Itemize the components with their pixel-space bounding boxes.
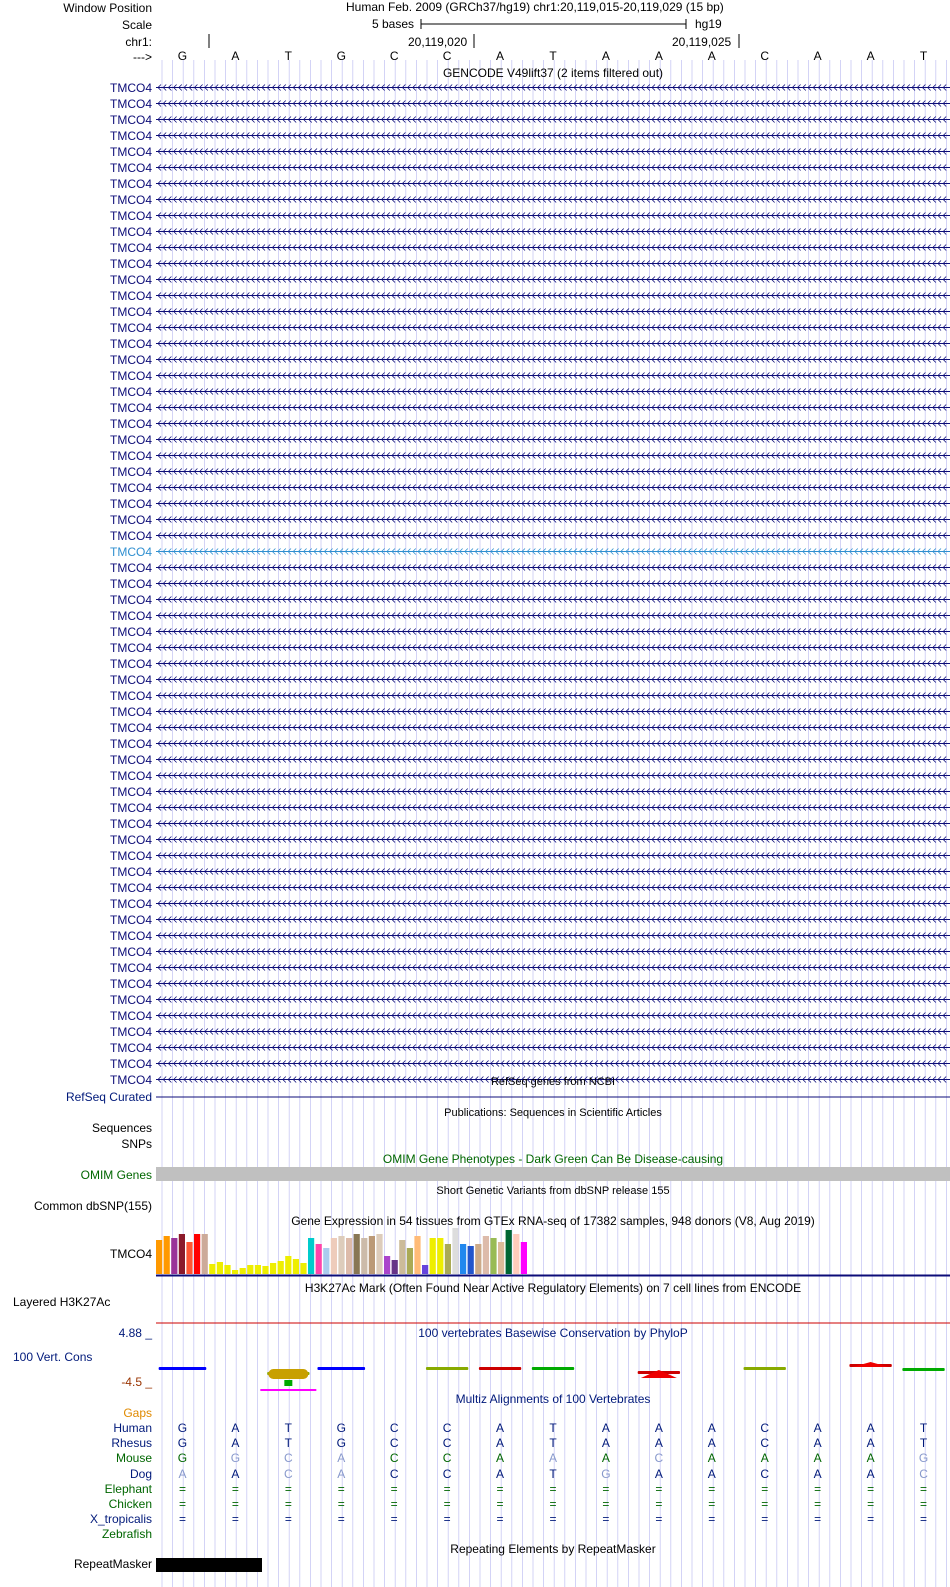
multiz-base: A xyxy=(866,1466,875,1481)
phylop-score-mark xyxy=(902,1368,944,1371)
gencode-gene-label[interactable]: TMCO4 xyxy=(110,176,152,191)
multiz-species-label[interactable]: Mouse xyxy=(115,1451,152,1466)
multiz-base: A xyxy=(178,1466,187,1481)
phylop-score-mark xyxy=(479,1367,521,1370)
gtex-bar xyxy=(430,1238,436,1274)
multiz-base: = xyxy=(284,1512,292,1527)
ruler-base: C xyxy=(389,49,399,63)
multiz-base: C xyxy=(442,1421,452,1435)
multiz-base: = xyxy=(655,1497,663,1511)
repeatmasker-track-title[interactable]: Repeating Elements by RepeatMasker xyxy=(450,1542,656,1556)
multiz-base: C xyxy=(389,1421,399,1435)
gencode-gene-label[interactable]: TMCO4 xyxy=(110,400,152,415)
gtex-bar xyxy=(171,1238,177,1274)
multiz-base: = xyxy=(814,1497,822,1511)
multiz-base: A xyxy=(654,1466,663,1481)
multiz-base: A xyxy=(813,1451,822,1466)
multiz-base: = xyxy=(867,1481,875,1496)
multiz-base: = xyxy=(337,1512,345,1527)
phylop-track-title[interactable]: 100 vertebrates Basewise Conservation by PhyloP xyxy=(418,1326,688,1340)
gencode-gene-label[interactable]: TMCO4 xyxy=(110,128,152,143)
gencode-gene-label[interactable]: TMCO4 xyxy=(110,576,152,591)
multiz-base: = xyxy=(867,1497,875,1511)
phylop-score-mark xyxy=(268,1369,308,1379)
multiz-species-label[interactable]: Human xyxy=(113,1421,152,1435)
gtex-bar xyxy=(270,1263,276,1274)
gtex-bar xyxy=(293,1259,299,1274)
phylop-score-mark xyxy=(260,1389,316,1391)
repeatmasker-element-block xyxy=(156,1558,262,1572)
multiz-base: C xyxy=(760,1466,770,1481)
gencode-gene-label[interactable]: TMCO4 xyxy=(110,256,152,271)
multiz-base: T xyxy=(549,1421,557,1435)
gtex-bar xyxy=(278,1261,284,1274)
gencode-track-title[interactable]: GENCODE V49lift37 (2 items filtered out) xyxy=(442,66,664,80)
gtex-bar xyxy=(224,1265,230,1274)
gencode-gene-label[interactable]: TMCO4 xyxy=(110,816,152,831)
multiz-base: = xyxy=(814,1481,822,1496)
multiz-base: G xyxy=(336,1421,346,1435)
gtex-bar xyxy=(452,1228,458,1274)
multiz-base: = xyxy=(602,1481,610,1496)
multiz-base: = xyxy=(761,1497,769,1511)
assembly-position-text: Human Feb. 2009 (GRCh37/hg19) chr1:20,119,015-20,119,029 (15 bp) xyxy=(346,0,724,14)
gencode-gene-label[interactable]: TMCO4 xyxy=(110,1008,152,1023)
gencode-gene-label[interactable]: TMCO4 xyxy=(110,704,152,719)
multiz-base: A xyxy=(707,1421,716,1435)
multiz-base: = xyxy=(920,1481,928,1496)
multiz-base: = xyxy=(496,1497,504,1511)
multiz-base: A xyxy=(654,1436,663,1451)
gencode-gene-label[interactable]: TMCO4 xyxy=(110,944,152,959)
strand-label: ---> xyxy=(133,50,152,64)
multiz-base: A xyxy=(231,1436,240,1451)
gencode-gene-label[interactable]: TMCO4 xyxy=(110,800,152,815)
window-position-label: Window Position xyxy=(63,1,152,15)
gencode-gene-label[interactable]: TMCO4 xyxy=(110,928,152,943)
gtex-bar xyxy=(399,1240,405,1274)
ruler-base: T xyxy=(284,49,292,63)
gtex-bar xyxy=(217,1262,223,1274)
gtex-bar xyxy=(285,1256,291,1274)
multiz-base: = xyxy=(390,1481,398,1496)
multiz-track-title[interactable]: Multiz Alignments of 100 Vertebrates xyxy=(455,1392,651,1406)
gtex-bar xyxy=(392,1260,398,1274)
gencode-gene-label[interactable]: TMCO4 xyxy=(110,336,152,351)
multiz-base: A xyxy=(866,1421,875,1435)
multiz-base: = xyxy=(708,1512,716,1527)
multiz-species-label[interactable]: Zebrafish xyxy=(101,1527,152,1542)
dbsnp-track-label[interactable]: Common dbSNP(155) xyxy=(33,1199,152,1213)
multiz-base: A xyxy=(548,1451,558,1466)
multiz-base: A xyxy=(337,1451,346,1466)
ruler-base: A xyxy=(866,49,875,63)
gtex-bar xyxy=(407,1248,413,1274)
gencode-gene-label[interactable]: TMCO4 xyxy=(110,752,152,767)
gencode-gene-label[interactable]: TMCO4 xyxy=(110,768,152,783)
multiz-base: G xyxy=(336,1436,346,1451)
gencode-gene-label[interactable]: TMCO4 xyxy=(110,736,152,751)
gtex-bar xyxy=(194,1234,200,1274)
gencode-gene-label[interactable]: TMCO4 xyxy=(110,512,152,527)
multiz-base: = xyxy=(390,1512,398,1527)
multiz-base: = xyxy=(178,1497,186,1511)
refseq-track-label[interactable]: RefSeq Curated xyxy=(65,1090,152,1104)
multiz-base: C xyxy=(389,1466,399,1481)
multiz-base: C xyxy=(442,1436,452,1451)
phylop-max-label: 4.88 _ xyxy=(118,1326,152,1340)
multiz-base: = xyxy=(920,1512,928,1527)
gencode-gene-label[interactable]: TMCO4 xyxy=(110,144,152,159)
gtex-track-title[interactable]: Gene Expression in 54 tissues from GTEx RNA-seq of 17382 samples, 948 donors (V8, Aug 2019) xyxy=(291,1214,815,1228)
gtex-bar xyxy=(179,1234,185,1274)
gencode-gene-label[interactable]: TMCO4 xyxy=(110,592,152,607)
phylop-score-mark xyxy=(532,1367,574,1370)
multiz-base: T xyxy=(919,1436,928,1451)
gtex-bar xyxy=(247,1265,253,1274)
multiz-base: A xyxy=(231,1421,240,1435)
gencode-gene-label[interactable]: TMCO4 xyxy=(110,80,152,95)
gtex-bar xyxy=(255,1265,261,1274)
multiz-base: A xyxy=(654,1421,663,1435)
multiz-base: A xyxy=(866,1436,875,1451)
gtex-bar xyxy=(300,1263,306,1274)
gtex-bar xyxy=(468,1246,474,1274)
multiz-species-label[interactable]: Elephant xyxy=(104,1481,152,1496)
phylop-score-mark xyxy=(317,1367,365,1370)
phylop-score-mark xyxy=(426,1367,468,1370)
gencode-gene-label[interactable]: TMCO4 xyxy=(110,1040,152,1055)
gencode-gene-label[interactable]: TMCO4 xyxy=(110,160,152,175)
multiz-base: C xyxy=(283,1451,293,1466)
gtex-bar xyxy=(475,1244,481,1274)
gtex-bar xyxy=(369,1236,375,1274)
gtex-bar xyxy=(164,1236,170,1274)
multiz-base: = xyxy=(814,1512,822,1527)
multiz-base: = xyxy=(231,1512,239,1527)
gtex-bar xyxy=(506,1230,512,1274)
multiz-base: G xyxy=(177,1451,188,1466)
multiz-base: = xyxy=(443,1512,451,1527)
gencode-gene-label[interactable]: TMCO4 xyxy=(110,448,152,463)
gtex-bar xyxy=(354,1234,360,1274)
dbsnp-track-title[interactable]: Short Genetic Variants from dbSNP release 155 xyxy=(436,1185,670,1197)
gencode-gene-label[interactable]: TMCO4 xyxy=(110,208,152,223)
multiz-base: = xyxy=(655,1512,663,1527)
position-tick-2: 20,119,025 xyxy=(672,35,732,49)
gencode-gene-label[interactable]: TMCO4 xyxy=(110,416,152,431)
multiz-base: A xyxy=(760,1451,769,1466)
gencode-gene-label[interactable]: TMCO4 xyxy=(110,560,152,575)
gtex-bar xyxy=(186,1242,192,1274)
gencode-gene-label[interactable]: TMCO4 xyxy=(110,288,152,303)
gencode-gene-label[interactable]: TMCO4 xyxy=(110,320,152,335)
multiz-base: C xyxy=(283,1466,293,1481)
gencode-gene-label[interactable]: TMCO4 xyxy=(110,656,152,671)
gencode-gene-label[interactable]: TMCO4 xyxy=(110,912,152,927)
ruler-base: A xyxy=(496,49,505,63)
multiz-base: C xyxy=(389,1436,399,1451)
multiz-species-label[interactable]: Rhesus xyxy=(111,1436,152,1451)
gencode-gene-label[interactable]: TMCO4 xyxy=(110,384,152,399)
multiz-base: = xyxy=(708,1497,716,1511)
multiz-base: T xyxy=(284,1421,292,1435)
gencode-gene-label[interactable]: TMCO4 xyxy=(110,848,152,863)
multiz-base: A xyxy=(813,1421,822,1435)
scale-db-text: hg19 xyxy=(695,17,722,31)
ruler-base: T xyxy=(549,49,557,63)
multiz-species-label[interactable]: X_tropicalis xyxy=(89,1512,152,1527)
phylop-score-mark xyxy=(744,1367,786,1370)
publications-snps-label[interactable]: SNPs xyxy=(121,1137,152,1151)
gencode-gene-label[interactable]: TMCO4 xyxy=(110,880,152,895)
multiz-base: = xyxy=(337,1497,345,1511)
gencode-gene-label[interactable]: TMCO4 xyxy=(110,640,152,655)
multiz-base: = xyxy=(231,1497,239,1511)
multiz-base: A xyxy=(707,1451,716,1466)
gencode-gene-label[interactable]: TMCO4 xyxy=(110,624,152,639)
multiz-base: = xyxy=(443,1481,451,1496)
multiz-base: C xyxy=(442,1451,452,1466)
gencode-gene-label[interactable]: TMCO4 xyxy=(110,480,152,495)
gtex-bar xyxy=(156,1240,162,1274)
gencode-gene-label[interactable]: TMCO4 xyxy=(110,304,152,319)
gtex-bar xyxy=(521,1242,527,1274)
scale-label: Scale xyxy=(121,18,152,32)
multiz-base: = xyxy=(284,1497,292,1511)
h3k27ac-track-label[interactable]: Layered H3K27Ac xyxy=(13,1295,111,1309)
publications-track-title[interactable]: Publications: Sequences in Scientific Articles xyxy=(444,1107,662,1119)
multiz-base: = xyxy=(867,1512,875,1527)
multiz-base: = xyxy=(920,1497,928,1511)
multiz-base: C xyxy=(919,1466,928,1481)
multiz-base: = xyxy=(602,1512,610,1527)
gtex-bar xyxy=(414,1236,420,1274)
gencode-gene-label[interactable]: TMCO4 xyxy=(110,720,152,735)
multiz-base: T xyxy=(549,1466,557,1481)
gencode-gene-label[interactable]: TMCO4 xyxy=(110,544,152,559)
gtex-bar xyxy=(202,1234,208,1274)
multiz-base: G xyxy=(177,1436,188,1451)
multiz-base: G xyxy=(601,1466,611,1481)
gtex-bar xyxy=(331,1238,337,1274)
multiz-base: C xyxy=(760,1421,770,1435)
multiz-base: A xyxy=(496,1451,505,1466)
gtex-bar xyxy=(460,1244,466,1274)
multiz-base: G xyxy=(177,1421,188,1435)
gtex-bar xyxy=(361,1238,367,1274)
gencode-gene-label[interactable]: TMCO4 xyxy=(110,224,152,239)
multiz-base: = xyxy=(549,1497,557,1511)
gencode-gene-label[interactable]: TMCO4 xyxy=(110,1072,152,1087)
multiz-base: A xyxy=(231,1466,240,1481)
gtex-bar xyxy=(513,1234,519,1274)
multiz-base: C xyxy=(760,1436,770,1451)
multiz-base: A xyxy=(813,1436,822,1451)
phylop-track-label[interactable]: 100 Vert. Cons xyxy=(13,1350,93,1364)
multiz-base: A xyxy=(707,1436,716,1451)
gencode-gene-label[interactable]: TMCO4 xyxy=(110,192,152,207)
multiz-base: = xyxy=(708,1481,716,1496)
multiz-base: = xyxy=(337,1481,345,1496)
ruler-base: C xyxy=(760,49,770,63)
gtex-bar xyxy=(422,1265,428,1274)
omim-track-title[interactable]: OMIM Gene Phenotypes - Dark Green Can Be Disease-causing xyxy=(382,1152,724,1166)
multiz-gaps-label: Gaps xyxy=(123,1406,152,1420)
multiz-base: A xyxy=(813,1466,822,1481)
ruler-base: C xyxy=(442,49,452,63)
multiz-base: = xyxy=(761,1512,769,1527)
phylop-min-label: -4.5 _ xyxy=(121,1375,152,1389)
ruler-base: A xyxy=(654,49,663,63)
gencode-gene-label[interactable]: TMCO4 xyxy=(110,352,152,367)
gtex-bar xyxy=(209,1264,215,1274)
multiz-species-label[interactable]: Chicken xyxy=(108,1497,152,1511)
multiz-base: A xyxy=(601,1436,610,1451)
gencode-gene-label[interactable]: TMCO4 xyxy=(110,96,152,111)
gtex-bar xyxy=(338,1236,344,1274)
gtex-bar xyxy=(308,1238,314,1274)
position-tick-1: 20,119,020 xyxy=(408,35,468,49)
gencode-gene-label[interactable]: TMCO4 xyxy=(110,672,152,687)
multiz-base: G xyxy=(918,1451,929,1466)
ruler-base: G xyxy=(336,49,346,63)
multiz-base: T xyxy=(284,1436,292,1451)
multiz-base: A xyxy=(496,1436,505,1451)
gencode-gene-label[interactable]: TMCO4 xyxy=(110,688,152,703)
gtex-bar xyxy=(490,1238,496,1274)
gtex-bar xyxy=(316,1244,322,1274)
multiz-base: A xyxy=(601,1451,610,1466)
phylop-score-mark xyxy=(159,1367,207,1370)
multiz-base: C xyxy=(389,1451,399,1466)
gtex-track-label[interactable]: TMCO4 xyxy=(110,1247,152,1261)
gtex-bar xyxy=(323,1248,329,1274)
multiz-base: = xyxy=(390,1497,398,1511)
refseq-track-title[interactable]: RefSeq genes from NCBI xyxy=(490,1076,616,1088)
ruler-base: G xyxy=(177,49,188,63)
gencode-gene-label[interactable]: TMCO4 xyxy=(110,960,152,975)
gencode-gene-label[interactable]: TMCO4 xyxy=(110,368,152,383)
multiz-base: = xyxy=(761,1481,769,1496)
gencode-gene-label[interactable]: TMCO4 xyxy=(110,528,152,543)
multiz-base: = xyxy=(602,1497,610,1511)
multiz-base: = xyxy=(231,1481,239,1496)
omim-track-label[interactable]: OMIM Genes xyxy=(80,1168,152,1182)
gencode-gene-label[interactable]: TMCO4 xyxy=(110,112,152,127)
ruler-base: A xyxy=(707,49,716,63)
multiz-base: = xyxy=(549,1512,557,1527)
gtex-bar xyxy=(376,1234,382,1274)
multiz-base: = xyxy=(443,1497,451,1511)
multiz-base: = xyxy=(496,1512,504,1527)
gencode-gene-label[interactable]: TMCO4 xyxy=(110,240,152,255)
multiz-base: = xyxy=(178,1481,186,1496)
multiz-base: A xyxy=(337,1466,346,1481)
gtex-bar xyxy=(445,1244,451,1274)
scale-bases-text: 5 bases xyxy=(372,17,415,31)
multiz-base: G xyxy=(230,1451,241,1466)
gtex-bar xyxy=(483,1236,489,1274)
gtex-bar xyxy=(437,1238,443,1274)
multiz-species-label[interactable]: Dog xyxy=(129,1466,152,1481)
chrom-label: chr1: xyxy=(125,35,152,49)
gencode-gene-label[interactable]: TMCO4 xyxy=(110,432,152,447)
gencode-gene-label[interactable]: TMCO4 xyxy=(110,1024,152,1039)
omim-bar xyxy=(156,1167,950,1181)
gtex-bar xyxy=(384,1256,390,1274)
gtex-bar xyxy=(262,1266,268,1274)
gtex-bar xyxy=(346,1238,352,1274)
multiz-base: A xyxy=(866,1451,875,1466)
gencode-gene-label[interactable]: TMCO4 xyxy=(110,832,152,847)
multiz-base: C xyxy=(654,1451,664,1466)
h3k27ac-track-title[interactable]: H3K27Ac Mark (Often Found Near Active Regulatory Elements) on 7 cell lines from ENCODE xyxy=(304,1281,802,1295)
gencode-gene-label[interactable]: TMCO4 xyxy=(110,896,152,911)
ruler-base: A xyxy=(601,49,610,63)
multiz-base: = xyxy=(496,1481,504,1496)
publications-sequences-label[interactable]: Sequences xyxy=(91,1121,152,1135)
ruler-base: A xyxy=(813,49,822,63)
gencode-gene-label[interactable]: TMCO4 xyxy=(110,272,152,287)
gencode-gene-label[interactable]: TMCO4 xyxy=(110,784,152,799)
gtex-bar xyxy=(498,1242,504,1274)
gtex-bar xyxy=(232,1270,238,1274)
gencode-gene-label[interactable]: TMCO4 xyxy=(110,976,152,991)
multiz-base: T xyxy=(549,1436,557,1451)
multiz-base: A xyxy=(601,1421,610,1435)
multiz-base: T xyxy=(919,1421,928,1435)
multiz-base: A xyxy=(707,1466,716,1481)
repeatmasker-track-label[interactable]: RepeatMasker xyxy=(73,1557,152,1571)
multiz-base: = xyxy=(178,1512,186,1527)
gencode-gene-label[interactable]: TMCO4 xyxy=(110,864,152,879)
gtex-bar xyxy=(240,1268,246,1274)
phylop-score-mark xyxy=(284,1380,292,1386)
multiz-base: C xyxy=(442,1466,452,1481)
ruler-base: A xyxy=(231,49,240,63)
gencode-gene-label[interactable]: TMCO4 xyxy=(110,496,152,511)
multiz-base: = xyxy=(549,1481,557,1496)
gencode-gene-label[interactable]: TMCO4 xyxy=(110,1056,152,1071)
multiz-base: = xyxy=(284,1481,292,1496)
multiz-base: A xyxy=(496,1421,505,1435)
multiz-base: = xyxy=(655,1481,663,1496)
gencode-gene-label[interactable]: TMCO4 xyxy=(110,464,152,479)
multiz-base: A xyxy=(496,1466,505,1481)
gencode-gene-label[interactable]: TMCO4 xyxy=(110,992,152,1007)
ruler-base: T xyxy=(919,49,928,63)
gencode-gene-label[interactable]: TMCO4 xyxy=(110,608,152,623)
